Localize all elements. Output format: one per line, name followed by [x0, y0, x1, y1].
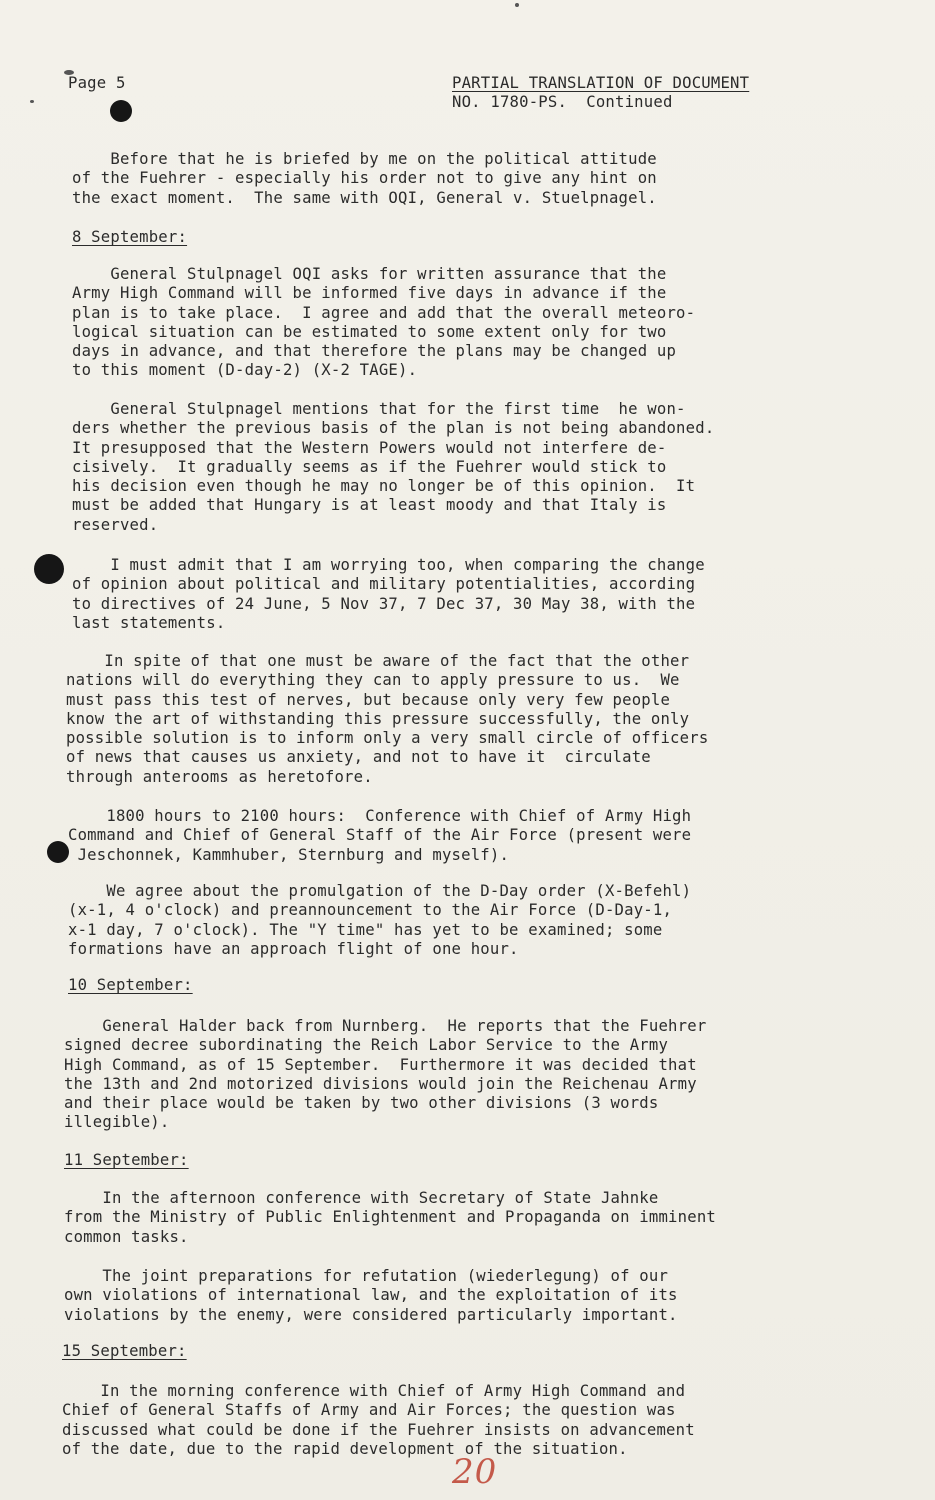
- document-title: PARTIAL TRANSLATION OF DOCUMENT: [452, 74, 750, 92]
- paragraph: We agree about the promulgation of the D-Day order (X-Befehl) (x-1, 4 o'clock) and preannouncement to the Air Force (D-Day-1, x-1 day, 7 o'clock). The "Y time" has yet to be examined; some formations have an approach flight of one hour.: [68, 882, 692, 958]
- page-label: Page 5: [68, 74, 126, 92]
- date-heading: 15 September:: [62, 1342, 187, 1360]
- paragraph: The joint preparations for refutation (wiederlegung) of our own violations of international law, and the exploitation of its violations by the enemy, were considered particularly important.: [64, 1267, 678, 1324]
- paragraph: General Stulpnagel OQI asks for written assurance that the Army High Command will be informed five days in advance if the plan is to take place. I agree and add that the overall meteoro- logical situation can be estimated to some extent only for two days in advance, and that therefore the plans may be changed up to this moment (D-day-2) (X-2 TAGE).: [72, 265, 696, 380]
- paragraph: In spite of that one must be aware of the fact that the other nations will do everything they can to apply pressure to us. We must pass this test of nerves, but because only very few people know the art of withstanding this pressure successfully, the only possible solution is to inform only a very small circle of officers of news that causes us anxiety, and not to have it circulate through anterooms as heretofore.: [66, 652, 709, 786]
- ink-speck: [515, 3, 519, 7]
- date-heading: 10 September:: [68, 976, 193, 994]
- date-heading: 11 September:: [64, 1151, 189, 1169]
- date-heading: 8 September:: [72, 228, 188, 246]
- paragraph: 1800 hours to 2100 hours: Conference with Chief of Army High Command and Chief of General Staff of the Air Force (present were Jeschonnek, Kammhuber, Sternburg and myself).: [68, 807, 692, 864]
- handwritten-page-number: 20: [452, 1452, 498, 1492]
- paragraph: In the afternoon conference with Secretary of State Jahnke from the Ministry of Public Enlightenment and Propaganda on imminent common tasks.: [64, 1189, 716, 1246]
- ink-speck: [30, 100, 34, 103]
- paragraph: General Halder back from Nurnberg. He reports that the Fuehrer signed decree subordinating the Reich Labor Service to the Army High Command, as of 15 September. Furthermore it was decided that the 13th and 2nd motorized divisions would join the Reichenau Army and their place would be taken by two other divisions (3 words illegible).: [64, 1017, 707, 1132]
- paragraph: General Stulpnagel mentions that for the first time he won- ders whether the previous basis of the plan is not being abandoned. It presupposed that the Western Powers would not interfere de- cisively. It gradually seems as if the Fuehrer would stick to his decision even though he may no longer be of this opinion. It must be added that Hungary is at least moody and that Italy is reserved.: [72, 400, 715, 534]
- punch-hole-bottom: [47, 841, 69, 863]
- paragraph: I must admit that I am worrying too, when comparing the change of opinion about political and military potentialities, according to directives of 24 June, 5 Nov 37, 7 Dec 37, 30 May 38, with the last statements.: [72, 556, 705, 632]
- paragraph: Before that he is briefed by me on the political attitude of the Fuehrer - especially his order not to give any hint on the exact moment. The same with OQI, General v. Stuelpnagel.: [72, 150, 657, 207]
- punch-hole-top: [110, 100, 132, 122]
- paragraph: In the morning conference with Chief of Army High Command and Chief of General Staffs of Army and Air Forces; the question was discussed what could be done if the Fuehrer insists on advancement of the date, due to the rapid development of the situation.: [62, 1382, 695, 1458]
- document-number: NO. 1780-PS. Continued: [452, 93, 673, 111]
- punch-hole-middle: [34, 554, 64, 584]
